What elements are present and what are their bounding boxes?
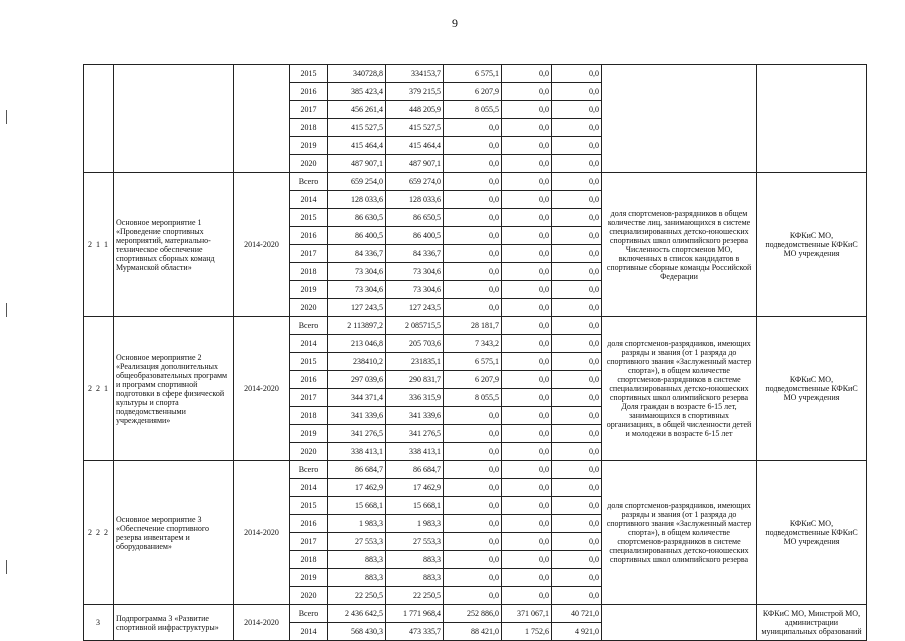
federal-budget-cell: 6 575,1 (444, 65, 502, 83)
municipal-budget-cell: 371 067,1 (502, 605, 552, 623)
federal-budget-cell: 0,0 (444, 425, 502, 443)
federal-budget-cell: 6 207,9 (444, 83, 502, 101)
other-sources-cell: 0,0 (552, 353, 602, 371)
other-sources-cell: 0,0 (552, 245, 602, 263)
year-cell: 2015 (290, 353, 328, 371)
regional-budget-cell: 341 276,5 (386, 425, 444, 443)
year-cell: 2017 (290, 389, 328, 407)
municipal-budget-cell: 0,0 (502, 299, 552, 317)
municipal-budget-cell: 0,0 (502, 479, 552, 497)
year-cell: 2017 (290, 101, 328, 119)
regional-budget-cell: 883,3 (386, 551, 444, 569)
program-funding-table (83, 64, 867, 641)
year-cell: 2019 (290, 425, 328, 443)
other-sources-cell: 0,0 (552, 461, 602, 479)
federal-budget-cell: 0,0 (444, 497, 502, 515)
other-sources-cell: 0,0 (552, 569, 602, 587)
year-cell: 2018 (290, 551, 328, 569)
total-cell: 1 983,3 (328, 515, 386, 533)
other-sources-cell: 0,0 (552, 299, 602, 317)
municipal-budget-cell: 0,0 (502, 101, 552, 119)
other-sources-cell: 0,0 (552, 155, 602, 173)
total-cell: 385 423,4 (328, 83, 386, 101)
federal-budget-cell: 0,0 (444, 587, 502, 605)
year-cell: 2018 (290, 263, 328, 281)
other-sources-cell: 0,0 (552, 263, 602, 281)
year-cell: 2020 (290, 587, 328, 605)
year-cell: Всего (290, 317, 328, 335)
scan-margin-mark (6, 110, 7, 124)
federal-budget-cell: 28 181,7 (444, 317, 502, 335)
total-cell: 73 304,6 (328, 281, 386, 299)
year-cell: 2016 (290, 371, 328, 389)
municipal-budget-cell: 0,0 (502, 497, 552, 515)
table-row (84, 173, 867, 191)
year-cell: 2015 (290, 65, 328, 83)
scan-margin-mark (6, 560, 7, 574)
table-row (84, 317, 867, 335)
federal-budget-cell: 0,0 (444, 407, 502, 425)
total-cell: 84 336,7 (328, 245, 386, 263)
total-cell: 568 430,3 (328, 623, 386, 641)
federal-budget-cell: 0,0 (444, 461, 502, 479)
federal-budget-cell: 0,0 (444, 551, 502, 569)
section-code: 2 2 2 (84, 461, 114, 605)
regional-budget-cell: 15 668,1 (386, 497, 444, 515)
section-executor: КФКиС МО, Минстрой МО, администрации муниципальных образований (757, 605, 867, 641)
total-cell: 340728,8 (328, 65, 386, 83)
total-cell: 341 339,6 (328, 407, 386, 425)
section-indicator (602, 605, 757, 641)
other-sources-cell: 0,0 (552, 443, 602, 461)
year-cell: Всего (290, 605, 328, 623)
municipal-budget-cell: 0,0 (502, 281, 552, 299)
table-row (84, 65, 867, 83)
section-period: 2014-2020 (234, 317, 290, 461)
year-cell: 2014 (290, 479, 328, 497)
federal-budget-cell: 88 421,0 (444, 623, 502, 641)
other-sources-cell: 0,0 (552, 389, 602, 407)
regional-budget-cell: 1 771 968,4 (386, 605, 444, 623)
total-cell: 86 684,7 (328, 461, 386, 479)
other-sources-cell: 40 721,0 (552, 605, 602, 623)
period-cell-empty (234, 65, 290, 173)
municipal-budget-cell: 0,0 (502, 335, 552, 353)
federal-budget-cell: 0,0 (444, 281, 502, 299)
federal-budget-cell: 0,0 (444, 155, 502, 173)
year-cell: 2014 (290, 191, 328, 209)
year-cell: 2014 (290, 335, 328, 353)
federal-budget-cell: 0,0 (444, 569, 502, 587)
section-code: 2 2 1 (84, 317, 114, 461)
federal-budget-cell: 0,0 (444, 209, 502, 227)
municipal-budget-cell: 0,0 (502, 569, 552, 587)
municipal-budget-cell: 0,0 (502, 515, 552, 533)
year-cell: 2015 (290, 497, 328, 515)
regional-budget-cell: 415 527,5 (386, 119, 444, 137)
federal-budget-cell: 0,0 (444, 119, 502, 137)
regional-budget-cell: 73 304,6 (386, 281, 444, 299)
municipal-budget-cell: 0,0 (502, 263, 552, 281)
municipal-budget-cell: 0,0 (502, 371, 552, 389)
municipal-budget-cell: 0,0 (502, 65, 552, 83)
total-cell: 2 113897,2 (328, 317, 386, 335)
section-executor: КФКиС МО, подведомственные КФКиС МО учреждения (757, 173, 867, 317)
name-cell-empty (114, 65, 234, 173)
total-cell: 341 276,5 (328, 425, 386, 443)
year-cell: 2020 (290, 299, 328, 317)
municipal-budget-cell: 0,0 (502, 353, 552, 371)
section-indicator: доля спортсменов-разрядников в общем количестве лиц, занимающихся в системе специализированных детско-юношеских спортивных школ олимпийского резерва Численность спортсменов МО, включенных в список кандидатов в спортивные сборные команды Российской Федерации (602, 173, 757, 317)
municipal-budget-cell: 0,0 (502, 407, 552, 425)
section-period: 2014-2020 (234, 173, 290, 317)
total-cell: 415 527,5 (328, 119, 386, 137)
federal-budget-cell: 6 207,9 (444, 371, 502, 389)
year-cell: 2019 (290, 137, 328, 155)
other-sources-cell: 0,0 (552, 227, 602, 245)
regional-budget-cell: 659 274,0 (386, 173, 444, 191)
municipal-budget-cell: 0,0 (502, 551, 552, 569)
other-sources-cell: 0,0 (552, 119, 602, 137)
municipal-budget-cell: 0,0 (502, 317, 552, 335)
federal-budget-cell: 7 343,2 (444, 335, 502, 353)
regional-budget-cell: 338 413,1 (386, 443, 444, 461)
year-cell: Всего (290, 173, 328, 191)
total-cell: 487 907,1 (328, 155, 386, 173)
municipal-budget-cell: 0,0 (502, 137, 552, 155)
year-cell: 2019 (290, 569, 328, 587)
regional-budget-cell: 336 315,9 (386, 389, 444, 407)
total-cell: 297 039,6 (328, 371, 386, 389)
section-indicator: доля спортсменов-разрядников, имеющих разряды и звания (от 1 разряда до спортивного звания «Заслуженный мастер спорта»), в общем количестве спортсменов-разрядников в системе специализированных детско-юношеских спортивных школ олимпийского резерва Доля граждан в возрасте 6-15 лет, занимающихся в спортивных организациях, в общей численности детей и молодежи в возрасте 6-15 лет (602, 317, 757, 461)
table-row (84, 605, 867, 623)
other-sources-cell: 0,0 (552, 101, 602, 119)
total-cell: 883,3 (328, 551, 386, 569)
municipal-budget-cell: 1 752,6 (502, 623, 552, 641)
other-sources-cell: 0,0 (552, 587, 602, 605)
total-cell: 86 630,5 (328, 209, 386, 227)
municipal-budget-cell: 0,0 (502, 173, 552, 191)
total-cell: 883,3 (328, 569, 386, 587)
regional-budget-cell: 290 831,7 (386, 371, 444, 389)
regional-budget-cell: 17 462,9 (386, 479, 444, 497)
municipal-budget-cell: 0,0 (502, 425, 552, 443)
regional-budget-cell: 231835,1 (386, 353, 444, 371)
section-period: 2014-2020 (234, 461, 290, 605)
total-cell: 344 371,4 (328, 389, 386, 407)
section-code: 2 1 1 (84, 173, 114, 317)
other-sources-cell: 0,0 (552, 551, 602, 569)
regional-budget-cell: 73 304,6 (386, 263, 444, 281)
section-executor: КФКиС МО, подведомственные КФКиС МО учреждения (757, 461, 867, 605)
other-sources-cell: 0,0 (552, 479, 602, 497)
regional-budget-cell: 415 464,4 (386, 137, 444, 155)
other-sources-cell: 0,0 (552, 281, 602, 299)
year-cell: Всего (290, 461, 328, 479)
federal-budget-cell: 6 575,1 (444, 353, 502, 371)
page-number: 9 (452, 16, 458, 30)
federal-budget-cell: 0,0 (444, 245, 502, 263)
municipal-budget-cell: 0,0 (502, 461, 552, 479)
federal-budget-cell: 0,0 (444, 227, 502, 245)
regional-budget-cell: 2 085715,5 (386, 317, 444, 335)
federal-budget-cell: 0,0 (444, 173, 502, 191)
municipal-budget-cell: 0,0 (502, 389, 552, 407)
year-cell: 2016 (290, 83, 328, 101)
other-sources-cell: 0,0 (552, 515, 602, 533)
other-sources-cell: 0,0 (552, 191, 602, 209)
other-sources-cell: 0,0 (552, 173, 602, 191)
federal-budget-cell: 0,0 (444, 299, 502, 317)
year-cell: 2017 (290, 245, 328, 263)
year-cell: 2017 (290, 533, 328, 551)
other-sources-cell: 0,0 (552, 407, 602, 425)
regional-budget-cell: 205 703,6 (386, 335, 444, 353)
federal-budget-cell: 0,0 (444, 533, 502, 551)
other-sources-cell: 0,0 (552, 497, 602, 515)
municipal-budget-cell: 0,0 (502, 209, 552, 227)
other-sources-cell: 0,0 (552, 533, 602, 551)
section-name: Подпрограмма 3 «Развитие спортивной инфраструктуры» (114, 605, 234, 641)
total-cell: 456 261,4 (328, 101, 386, 119)
municipal-budget-cell: 0,0 (502, 227, 552, 245)
section-name: Основное мероприятие 3 «Обеспечение спортивного резерва инвентарем и оборудованием» (114, 461, 234, 605)
regional-budget-cell: 473 335,7 (386, 623, 444, 641)
other-sources-cell: 0,0 (552, 317, 602, 335)
executor-cell-empty (757, 65, 867, 173)
federal-budget-cell: 0,0 (444, 263, 502, 281)
regional-budget-cell: 334153,7 (386, 65, 444, 83)
other-sources-cell: 0,0 (552, 137, 602, 155)
regional-budget-cell: 86 650,5 (386, 209, 444, 227)
table-body (84, 65, 867, 641)
total-cell: 338 413,1 (328, 443, 386, 461)
section-executor: КФКиС МО, подведомственные КФКиС МО учреждения (757, 317, 867, 461)
year-cell: 2019 (290, 281, 328, 299)
year-cell: 2016 (290, 515, 328, 533)
total-cell: 2 436 642,5 (328, 605, 386, 623)
total-cell: 415 464,4 (328, 137, 386, 155)
municipal-budget-cell: 0,0 (502, 191, 552, 209)
federal-budget-cell: 8 055,5 (444, 101, 502, 119)
municipal-budget-cell: 0,0 (502, 587, 552, 605)
total-cell: 659 254,0 (328, 173, 386, 191)
municipal-budget-cell: 0,0 (502, 119, 552, 137)
table-row (84, 461, 867, 479)
other-sources-cell: 4 921,0 (552, 623, 602, 641)
total-cell: 27 553,3 (328, 533, 386, 551)
other-sources-cell: 0,0 (552, 83, 602, 101)
other-sources-cell: 0,0 (552, 371, 602, 389)
section-period: 2014-2020 (234, 605, 290, 641)
other-sources-cell: 0,0 (552, 209, 602, 227)
total-cell: 213 046,8 (328, 335, 386, 353)
federal-budget-cell: 0,0 (444, 443, 502, 461)
section-code: 3 (84, 605, 114, 641)
total-cell: 22 250,5 (328, 587, 386, 605)
regional-budget-cell: 27 553,3 (386, 533, 444, 551)
other-sources-cell: 0,0 (552, 425, 602, 443)
total-cell: 15 668,1 (328, 497, 386, 515)
year-cell: 2020 (290, 155, 328, 173)
regional-budget-cell: 341 339,6 (386, 407, 444, 425)
regional-budget-cell: 84 336,7 (386, 245, 444, 263)
year-cell: 2016 (290, 227, 328, 245)
year-cell: 2014 (290, 623, 328, 641)
total-cell: 86 400,5 (328, 227, 386, 245)
code-cell-empty (84, 65, 114, 173)
federal-budget-cell: 0,0 (444, 137, 502, 155)
federal-budget-cell: 0,0 (444, 515, 502, 533)
regional-budget-cell: 1 983,3 (386, 515, 444, 533)
other-sources-cell: 0,0 (552, 65, 602, 83)
section-name: Основное мероприятие 1 «Проведение спортивных мероприятий, материально-техническое обеспечение спортивных сборных команд Мурманской области» (114, 173, 234, 317)
municipal-budget-cell: 0,0 (502, 533, 552, 551)
federal-budget-cell: 0,0 (444, 479, 502, 497)
regional-budget-cell: 883,3 (386, 569, 444, 587)
regional-budget-cell: 487 907,1 (386, 155, 444, 173)
total-cell: 73 304,6 (328, 263, 386, 281)
federal-budget-cell: 252 886,0 (444, 605, 502, 623)
year-cell: 2018 (290, 119, 328, 137)
other-sources-cell: 0,0 (552, 335, 602, 353)
municipal-budget-cell: 0,0 (502, 245, 552, 263)
regional-budget-cell: 379 215,5 (386, 83, 444, 101)
scan-margin-mark (6, 303, 7, 317)
year-cell: 2015 (290, 209, 328, 227)
federal-budget-cell: 0,0 (444, 191, 502, 209)
regional-budget-cell: 128 033,6 (386, 191, 444, 209)
regional-budget-cell: 127 243,5 (386, 299, 444, 317)
municipal-budget-cell: 0,0 (502, 155, 552, 173)
year-cell: 2018 (290, 407, 328, 425)
regional-budget-cell: 86 684,7 (386, 461, 444, 479)
total-cell: 17 462,9 (328, 479, 386, 497)
section-indicator: доля спортсменов-разрядников, имеющих разряды и звания (от 1 разряда до спортивного звания «Заслуженный мастер спорта»), в общем количестве спортсменов-разрядников в системе специализированных детско-юношеских спортивных школ олимпийского резерва (602, 461, 757, 605)
total-cell: 238410,2 (328, 353, 386, 371)
year-cell: 2020 (290, 443, 328, 461)
total-cell: 128 033,6 (328, 191, 386, 209)
indicator-cell-empty (602, 65, 757, 173)
regional-budget-cell: 86 400,5 (386, 227, 444, 245)
municipal-budget-cell: 0,0 (502, 443, 552, 461)
municipal-budget-cell: 0,0 (502, 83, 552, 101)
regional-budget-cell: 448 205,9 (386, 101, 444, 119)
federal-budget-cell: 8 055,5 (444, 389, 502, 407)
section-name: Основное мероприятие 2 «Реализация дополнительных общеобразовательных программ и программ спортивной подготовки в сфере физической культуры и спорта подведомственными учреждениями» (114, 317, 234, 461)
total-cell: 127 243,5 (328, 299, 386, 317)
regional-budget-cell: 22 250,5 (386, 587, 444, 605)
